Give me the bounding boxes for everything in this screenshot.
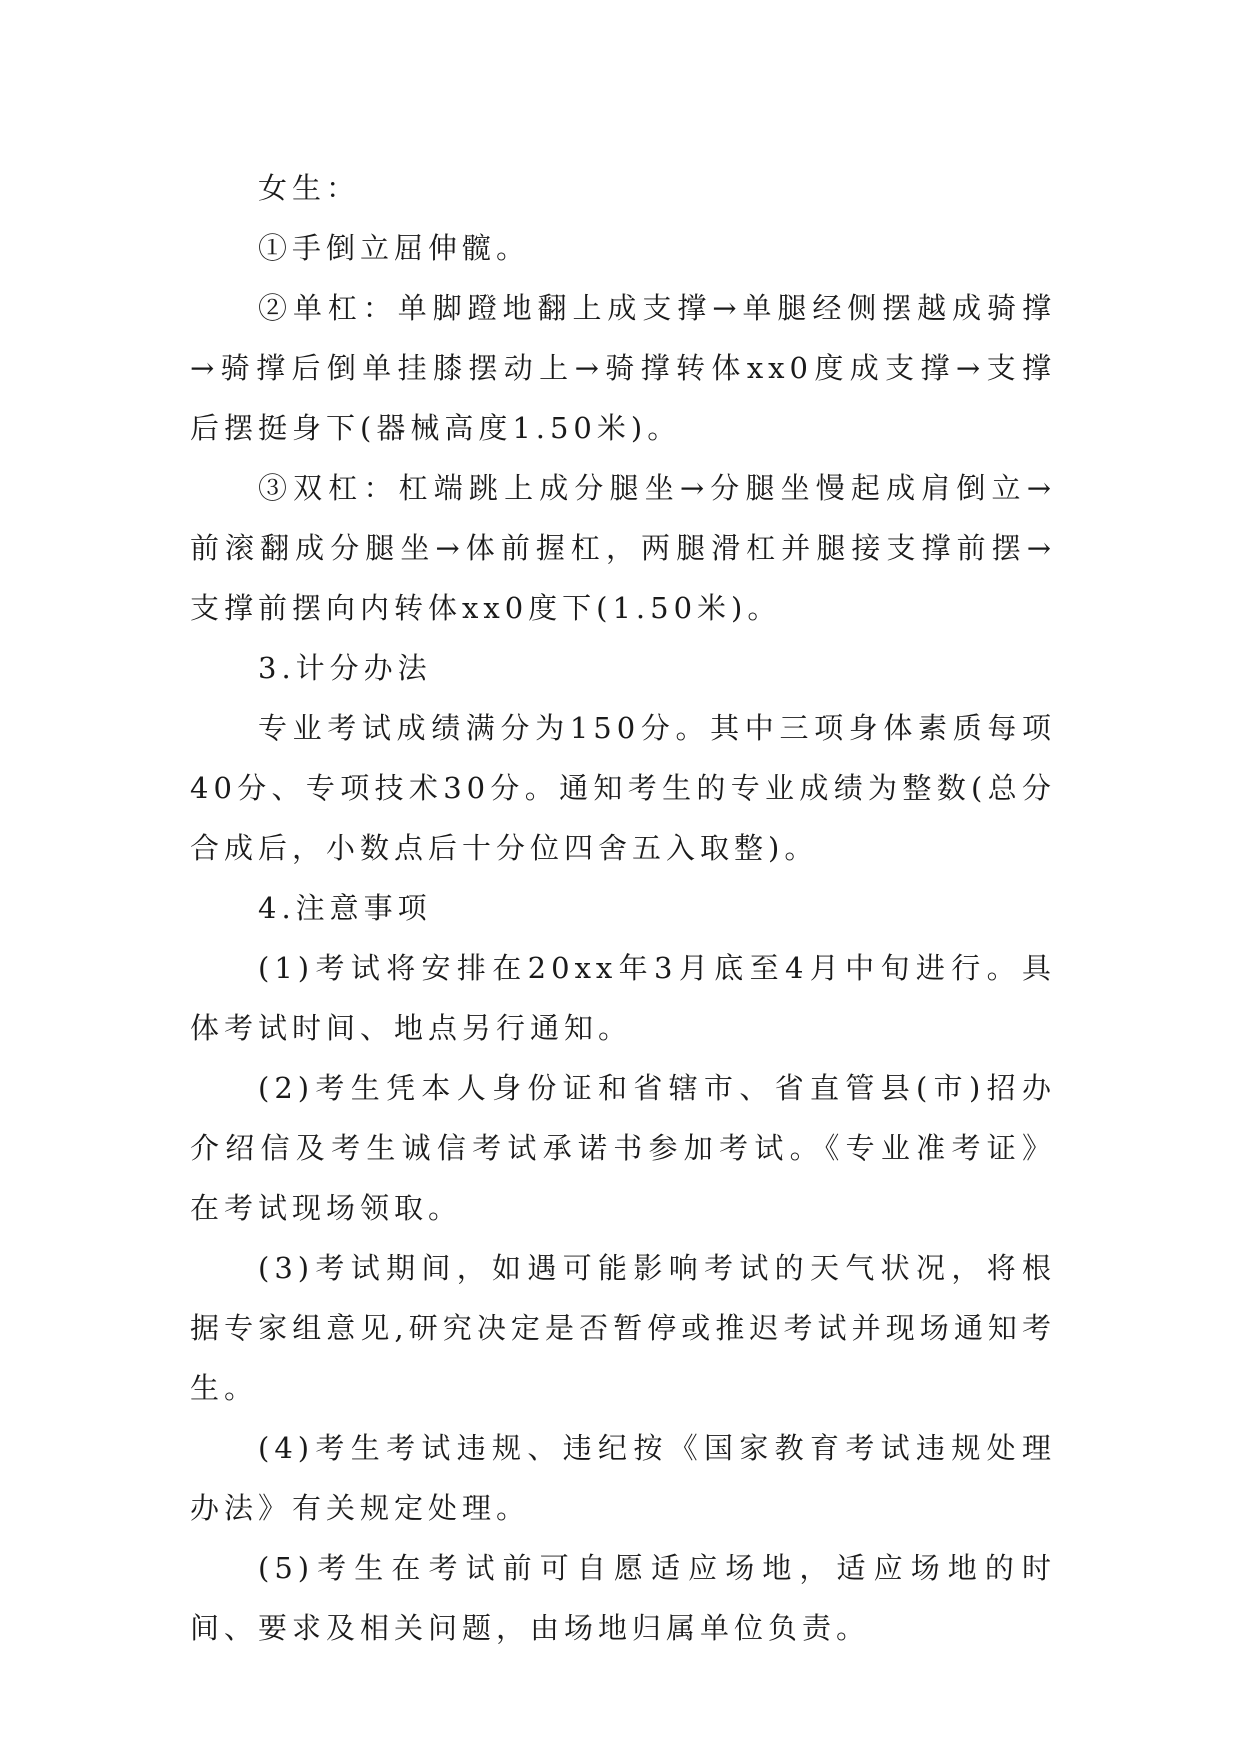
paragraph-note-2: (2)考生凭本人身份证和省辖市、省直管县(市)招办介绍信及考生诚信考试承诺书参加考试。《专业准考证》在考试现场领取。 bbox=[190, 1071, 1056, 1225]
paragraph-scoring: 专业考试成绩满分为150分。其中三项身体素质每项40分、专项技术30分。通知考生的专业成绩为整数(总分合成后，小数点后十分位四舍五入取整)。 bbox=[190, 711, 1056, 865]
paragraph-note-5: (5)考生在考试前可自愿适应场地，适应场地的时间、要求及相关问题，由场地归属单位负责。 bbox=[190, 1551, 1056, 1645]
paragraph-item-3-parallel-bars: ③双杠：杠端跳上成分腿坐→分腿坐慢起成肩倒立→前滚翻成分腿坐→体前握杠，两腿滑杠并腿接支撑前摆→支撑前摆向内转体xx0度下(1.50米)。 bbox=[190, 471, 1056, 625]
paragraph-item-1: ①手倒立屈伸髋。 bbox=[258, 231, 531, 265]
paragraph-note-3: (3)考试期间，如遇可能影响考试的天气状况，将根据专家组意见,研究决定是否暂停或推迟考试并现场通知考生。 bbox=[190, 1251, 1056, 1405]
paragraph-item-2-horizontal-bar: ②单杠：单脚蹬地翻上成支撑→单腿经侧摆越成骑撑→骑撑后倒单挂膝摆动上→骑撑转体xx0度成支撑→支撑后摆挺身下(器械高度1.50米)。 bbox=[190, 291, 1056, 445]
paragraph-note-1: (1)考试将安排在20xx年3月底至4月中旬进行。具体考试时间、地点另行通知。 bbox=[190, 951, 1056, 1045]
paragraph-note-4: (4)考生考试违规、违纪按《国家教育考试违规处理办法》有关规定处理。 bbox=[190, 1431, 1056, 1525]
section-heading-notes: 4.注意事项 bbox=[258, 891, 432, 925]
section-heading-scoring: 3.计分办法 bbox=[258, 651, 432, 685]
document-body bbox=[190, 158, 1056, 1658]
paragraph-female-heading: 女生： bbox=[258, 171, 361, 205]
